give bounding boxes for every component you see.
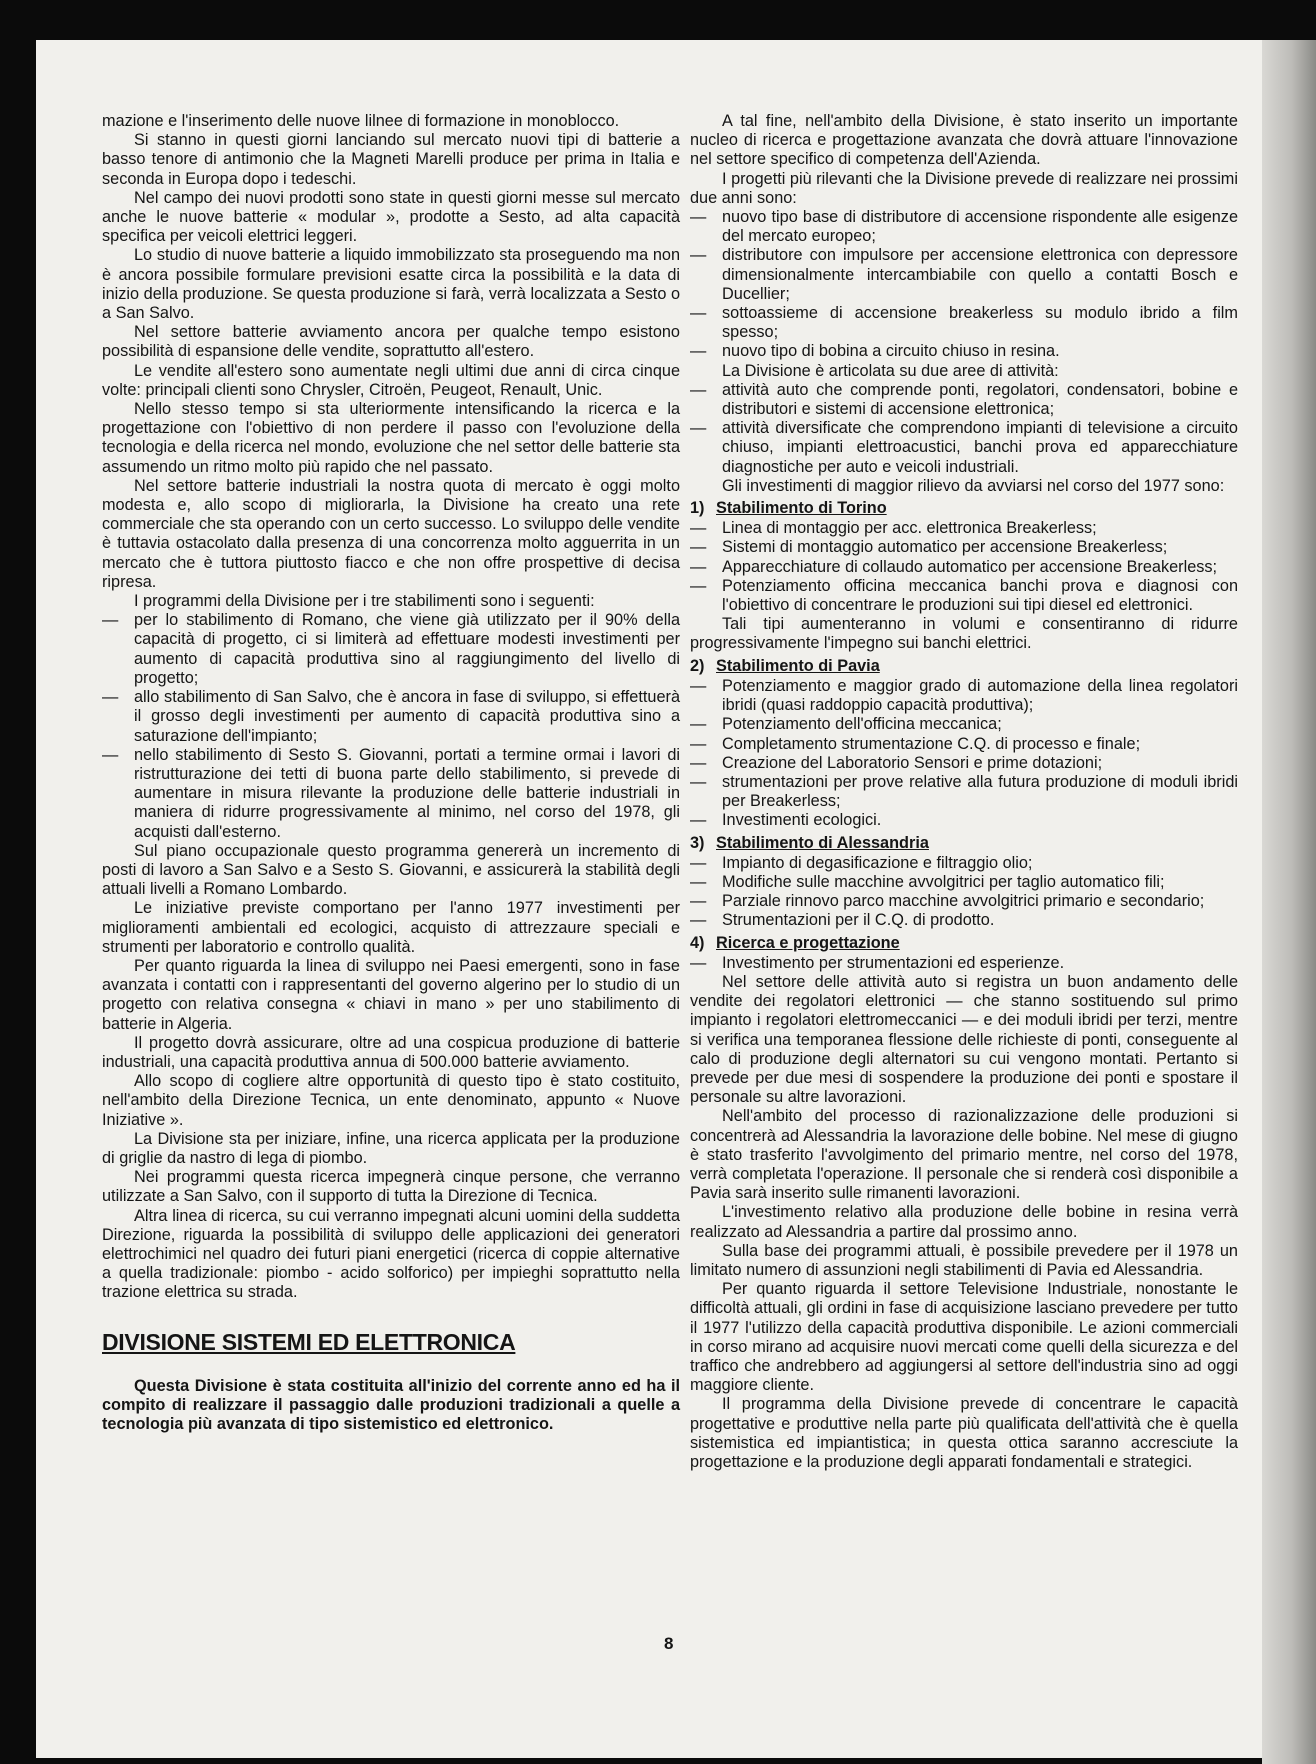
subheading-title: Stabilimento di Pavia (716, 656, 880, 675)
dash-list-item (690, 873, 1238, 892)
dash-list-item (690, 811, 1238, 830)
paragraph: Nell'ambito del processo di razionalizzazione delle produzioni si concentrerà ad Alessandria la lavorazione delle bobine. Nel mese di giugno è stato trasferito l'avvolgimento del primario mentre, nel corso del 1978, verrà completata l'operazione. Il personale che si renderà così disponibile a Pavia sarà inserito sulle rimanenti lavorazioni. (690, 1107, 1238, 1203)
dash-bullet: — (690, 872, 707, 891)
list-item-text: attività auto che comprende ponti, regolatori, condensatori, bobine e distributori e sistemi di accensione elettronica; (722, 380, 1238, 419)
dash-list-item (690, 208, 1238, 246)
list-item-text: Investimento per strumentazioni ed esperienze. (722, 953, 1065, 972)
dash-list-item (690, 735, 1238, 754)
list-item-text: distributore con impulsore per accensione elettronica con depressore dimensionalmente intercambiabile con quello a contatti Bosch e Ducellier; (722, 246, 1238, 303)
dash-bullet: — (690, 911, 707, 930)
paragraph: Sul piano occupazionale questo programma genererà un incremento di posti di lavoro a San Salvo e a Sesto S. Giovanni, e assicurerà la stabilità degli attuali livelli a Romano Lombardo. (102, 841, 680, 899)
dash-bullet: — (690, 208, 707, 227)
subheading-title: Stabilimento di Alessandria (716, 833, 929, 852)
paragraph: Sulla base dei programmi attuali, è possibile prevedere per il 1978 un limitato numero di assunzioni negli stabilimenti di Pavia ed Alessandria. (690, 1241, 1238, 1279)
list-item-text: strumentazioni per prove relative alla futura produzione di moduli ibridi per Breakerless; (722, 772, 1238, 811)
list-item-text: Potenziamento e maggior grado di automazione della linea regolatori ibridi (quasi raddoppio capacità produttiva); (722, 676, 1238, 715)
paragraph: Tali tipi aumenteranno in volumi e consentiranno di ridurre progressivamente l'impegno sui banchi elettrici. (690, 615, 1238, 653)
dash-bullet: — (102, 611, 119, 630)
dash-list-item (690, 892, 1238, 911)
paragraph: La Divisione è articolata su due aree di attività: (722, 361, 1059, 380)
list-item-text: per lo stabilimento di Romano, che viene già utilizzato per il 90% della capacità di progetto, ci si limiterà ad effettuare modesti investimenti per aumento di capacità produttiva sino al raggiungimento del livello di progetto; (134, 611, 680, 687)
dash-bullet: — (690, 246, 707, 265)
paragraph: Gli investimenti di maggior rilievo da avviarsi nel corso del 1977 sono: (722, 476, 1225, 495)
dash-list-item (690, 558, 1238, 577)
dash-bullet: — (690, 753, 707, 772)
dash-bullet: — (690, 772, 707, 791)
list-item-text: Potenziamento dell'officina meccanica; (722, 715, 1002, 734)
list-item-text: Investimenti ecologici. (722, 811, 882, 830)
plant-subheading (690, 934, 1238, 953)
list-item-text: Potenziamento officina meccanica banchi prova e diagnosi con l'obiettivo di concentrare le produzioni sui tipi diesel ed elettronici. (722, 576, 1238, 615)
paragraph: I programmi della Divisione per i tre stabilimenti sono i seguenti: (134, 592, 595, 611)
paragraph: Le iniziative previste comportano per l'anno 1977 investimenti per miglioramenti ambientali ed ecologici, acquisto di attrezzaure speciali e strumenti per laboratorio e controllo qualità. (102, 899, 680, 956)
dash-list-item (690, 419, 1238, 477)
list-item-text: attività diversificate che comprendono impianti di televisione a circuito chiuso, impianti elettroacustici, banchi prova ed apparecchiature diagnostiche per auto e veicoli industriali. (722, 419, 1238, 476)
dash-bullet: — (690, 576, 707, 595)
subheading-number: 4) (690, 933, 705, 952)
list-item-text: Apparecchiature di collaudo automatico per accensione Breakerless; (722, 557, 1218, 576)
dash-bullet: — (690, 853, 707, 872)
subheading-title: Stabilimento di Torino (716, 499, 887, 518)
dash-bullet: — (690, 557, 707, 576)
paragraph: Il progetto dovrà assicurare, oltre ad una cospicua produzione di batterie industriali, una capacità produttiva annua di 500.000 batterie avviamento. (102, 1033, 680, 1071)
paragraph: Nel settore batterie industriali la nostra quota di mercato è oggi molto modesta e, allo scopo di migliorarla, la Divisione ha creato una rete commerciale che sta operando con un certo successo. Lo sviluppo delle vendite è tuttavia ostacolato dalla presenza di una concorrenza molto agguerrita in un mercato che è tuttora piuttosto fiacco e che non offre prospettive di decisa ripresa. (102, 476, 680, 591)
paragraph: Le vendite all'estero sono aumentate negli ultimi due anni di circa cinque volte: principali clienti sono Chrysler, Citroën, Peugeot, Renault, Unic. (102, 361, 680, 399)
list-item-text: allo stabilimento di San Salvo, che è ancora in fase di sviluppo, si effettuerà il grosso degli investimenti per aumento di capacità produttiva sino a saturazione dell'impianto; (134, 688, 680, 745)
right-text-column (690, 112, 1238, 1472)
subheading-number: 1) (690, 499, 705, 518)
list-item-text: Completamento strumentazione C.Q. di processo e finale; (722, 734, 1141, 753)
dash-bullet: — (690, 734, 707, 753)
dash-list-item (690, 246, 1238, 304)
subheading-title: Ricerca e progettazione (716, 933, 900, 952)
list-item-text: Sistemi di montaggio automatico per accensione Breakerless; (722, 538, 1168, 557)
page-number: 8 (664, 1634, 674, 1653)
dash-list-item (690, 754, 1238, 773)
list-item-text: Creazione del Laboratorio Sensori e prime dotazioni; (722, 753, 1103, 772)
paragraph: A tal fine, nell'ambito della Divisione, è stato inserito un importante nucleo di ricerca e progettazione avanzata che dovrà attuare l'innovazione nel settore specifico di competenza dell'Azienda. (690, 112, 1238, 169)
dash-bullet: — (690, 304, 707, 323)
list-item-text: Parziale rinnovo parco macchine avvolgitrici primario e secondario; (722, 892, 1205, 911)
dash-bullet: — (690, 811, 707, 830)
dash-bullet: — (690, 676, 707, 695)
dash-list-item (690, 381, 1238, 419)
subheading-number: 2) (690, 656, 705, 675)
list-item-text: nello stabilimento di Sesto S. Giovanni, portati a termine ormai i lavori di ristrutturazione dei tetti di buona parte dello stabilimento, si prevede di aumentare in misura rilevante la produzione delle batterie industriali in maniera di ridurre progressivamente al minimo, nel corso del 1978, gli acquisti dall'esterno. (134, 745, 680, 841)
plant-subheading (690, 834, 1238, 853)
paragraph: Il programma della Divisione prevede di concentrare le capacità progettative e produttive nella parte più qualificata dell'attività che è quella sistemistica ed impiantistica; in questa ottica saranno accresciute la progettazione e la produzione degli apparati fondamentali e strategici. (690, 1395, 1238, 1472)
dash-list-item (102, 746, 680, 842)
dash-bullet: — (690, 519, 707, 538)
dash-bullet: — (102, 745, 119, 764)
facing-page-edge (1262, 40, 1316, 1764)
list-item-text: nuovo tipo di bobina a circuito chiuso in resina. (722, 342, 1060, 361)
dash-list-item (690, 854, 1238, 873)
lead-paragraph: Questa Divisione è stata costituita all'inizio del corrente anno ed ha il compito di realizzare il passaggio dalle produzioni tradizionali a quelle a tecnologia più avanzata di tipo sistemistico ed elettronico. (102, 1376, 680, 1433)
plant-subheading (690, 657, 1238, 676)
paragraph: Allo scopo di cogliere altre opportunità di questo tipo è stato costituito, nell'ambito della Direzione Tecnica, un ente denominato, appunto « Nuove Iniziative ». (102, 1072, 680, 1129)
paragraph: Lo studio di nuove batterie a liquido immobilizzato sta proseguendo ma non è ancora possibile formulare previsioni esatte circa la possibilità e la data di inizio della produzione. Se questa produzione si farà, verrà localizzata a Sesto o a San Salvo. (102, 246, 680, 323)
list-item-text: Impianto di degasificazione e filtraggio olio; (722, 853, 1033, 872)
document-page (36, 40, 1280, 1758)
left-text-column (102, 112, 680, 1434)
dash-list-item (690, 538, 1238, 557)
dash-list-item (690, 677, 1238, 715)
dash-bullet: — (690, 342, 707, 361)
paragraph: I progetti più rilevanti che la Divisione prevede di realizzare nei prossimi due anni sono: (690, 169, 1238, 207)
dash-bullet: — (690, 380, 707, 399)
dash-bullet: — (690, 419, 707, 438)
paragraph: L'investimento relativo alla produzione delle bobine in resina verrà realizzato ad Alessandria a partire dal prossimo anno. (690, 1203, 1238, 1241)
dash-list-item (690, 577, 1238, 615)
dash-list-item (690, 715, 1238, 734)
list-item-text: Linea di montaggio per acc. elettronica Breakerless; (722, 519, 1097, 538)
list-item-text: Modifiche sulle macchine avvolgitrici per taglio automatico fili; (722, 872, 1165, 891)
paragraph: Nei programmi questa ricerca impegnerà cinque persone, che verranno utilizzate a San Salvo, con il supporto di tutta la Direzione di Tecnica. (102, 1168, 680, 1206)
dash-list-item (690, 519, 1238, 538)
paragraph: Altra linea di ricerca, su cui verranno impegnati alcuni uomini della suddetta Direzione, riguarda la possibilità di sviluppo delle applicazioni dei generatori elettrochimici nel quadro dei futuri piani energetici (ricerca di coppie alternative a quella tradizionale: piombo - acido solforico) per impieghi soprattutto nella trazione elettrica su strada. (102, 1206, 680, 1302)
dash-list-item (102, 611, 680, 688)
list-item-text: Strumentazioni per il C.Q. di prodotto. (722, 911, 995, 930)
dash-list-item (690, 342, 1238, 361)
dash-list-item (690, 954, 1238, 973)
dash-bullet: — (690, 715, 707, 734)
list-item-text: sottoassieme di accensione breakerless su modulo ibrido a film spesso; (722, 304, 1238, 342)
paragraph: Nello stesso tempo si sta ulteriormente intensificando la ricerca e la progettazione con l'obiettivo di non perdere il passo con l'evoluzione della tecnologia e della ricerca nel mondo, evoluzione che nel settor delle batterie sta assumendo un ritmo molto più rapido che nel passato. (102, 400, 680, 476)
paragraph: Per quanto riguarda la linea di sviluppo nei Paesi emergenti, sono in fase avanzata i contatti con i rappresentanti del governo algerino per lo studio di un progetto con relativa consegna « chiavi in mano » per uno stabilimento di batterie in Algeria. (102, 956, 680, 1033)
dash-list-item (102, 688, 680, 746)
dash-bullet: — (102, 688, 119, 707)
paragraph: Nel settore batterie avviamento ancora per qualche tempo esistono possibilità di espansione delle vendite, soprattutto all'estero. (102, 323, 680, 361)
dash-list-item (690, 773, 1238, 811)
subheading-number: 3) (690, 833, 705, 852)
dash-bullet: — (690, 892, 707, 911)
plant-subheading (690, 499, 1238, 518)
paragraph: mazione e l'inserimento delle nuove lilnee di formazione in monoblocco. (102, 112, 620, 130)
paragraph: La Divisione sta per iniziare, infine, una ricerca applicata per la produzione di griglie da nastro di lega di piombo. (102, 1129, 680, 1167)
paragraph: Nel settore delle attività auto si registra un buon andamento delle vendite dei regolatori elettronici — che stanno sostituendo sul primo impianto i regolatori elettromeccanici — e dei moduli ibridi per terzi, mentre si verifica una temporanea flessione delle richieste di ponti, conseguente al calo di produzione degli alternatori su cui vengono montati. Pertanto si prevede per due mesi di sospendere la produzione dei ponti e spostare il personale su altre lavorazioni. (690, 972, 1238, 1107)
paragraph: Per quanto riguarda il settore Televisione Industriale, nonostante le difficoltà attuali, gli ordini in fase di acquisizione lasciano prevedere per tutto il 1977 l'utilizzo della capacità produttiva disponibile. Le azioni commerciali in corso mirano ad acquisire nuovi mercati come quelli della sicurezza e del traffico che andrebbero ad aggiungersi al settore dell'industria sino ad oggi maggiore cliente. (690, 1280, 1238, 1395)
dash-list-item (690, 911, 1238, 930)
dash-list-item (690, 304, 1238, 342)
section-heading: DIVISIONE SISTEMI ED ELETTRONICA (102, 1328, 516, 1355)
dash-bullet: — (690, 538, 707, 557)
paragraph: Nel campo dei nuovi prodotti sono state in questi giorni messe sul mercato anche le nuove batterie « modular », prodotte a Sesto, ad alta capacità specifica per veicoli elettrici leggeri. (102, 188, 680, 246)
dash-bullet: — (690, 953, 707, 972)
list-item-text: nuovo tipo base di distributore di accensione rispondente alle esigenze del mercato europeo; (722, 208, 1238, 246)
paragraph: Si stanno in questi giorni lanciando sul mercato nuovi tipi di batterie a basso tenore di antimonio che la Magneti Marelli produce per prima in Italia e seconda in Europa dopo i tedeschi. (102, 131, 680, 188)
